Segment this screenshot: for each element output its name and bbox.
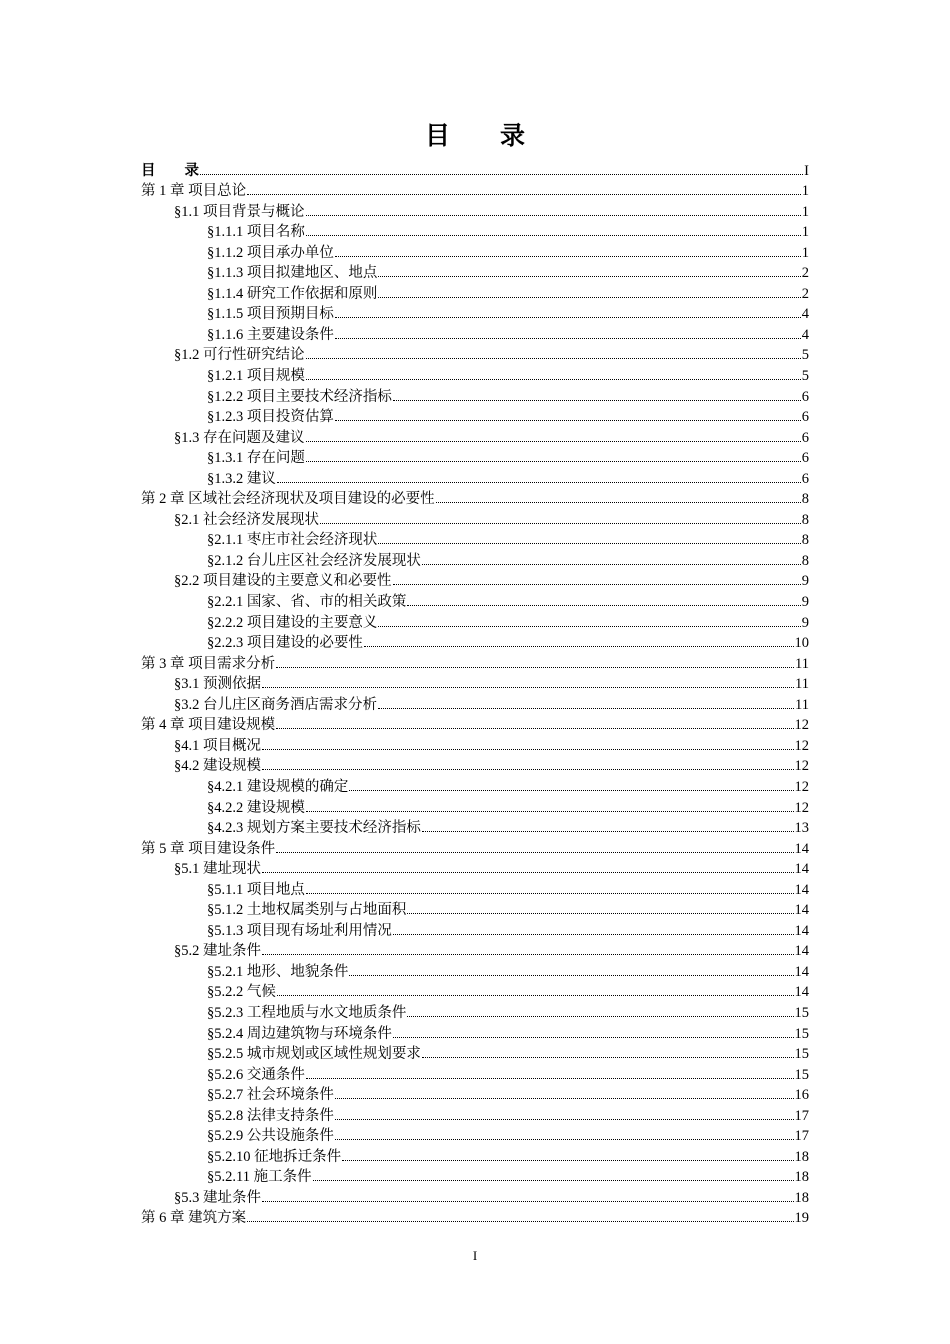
toc-entry-page: 4 [801, 326, 809, 343]
toc-entry-label: §1.3.1 存在问题 [207, 450, 305, 467]
toc-dot-leader [262, 872, 794, 873]
toc-dot-leader [277, 995, 794, 996]
toc-entry-page: 9 [801, 573, 809, 590]
toc-entry-page: 14 [794, 963, 809, 980]
toc-entry[interactable] [141, 1126, 809, 1147]
toc-entry-page: 15 [794, 1025, 809, 1042]
toc-entry-page: 18 [794, 1189, 809, 1206]
toc-entry-label: 第 2 章 区域社会经济现状及项目建设的必要性 [141, 491, 435, 508]
toc-dot-leader [276, 728, 793, 729]
toc-dot-leader [393, 584, 801, 585]
toc-entry-label: §5.2.9 公共设施条件 [207, 1128, 334, 1145]
toc-entry-page: 11 [795, 696, 809, 713]
toc-entry[interactable] [141, 222, 809, 243]
toc-dot-leader [335, 338, 801, 339]
page-number-footer: I [472, 1248, 478, 1263]
toc-dot-leader [200, 174, 803, 175]
toc-entry-label: §1.2.3 项目投资估算 [207, 409, 334, 426]
toc-entry[interactable] [141, 1146, 809, 1167]
toc-dot-leader [422, 564, 801, 565]
toc-dot-leader [262, 769, 794, 770]
toc-entry[interactable] [141, 1105, 809, 1126]
toc-entry[interactable] [141, 715, 809, 736]
toc-dot-leader [407, 605, 800, 606]
toc-entry[interactable] [141, 181, 809, 202]
toc-entry[interactable] [141, 242, 809, 263]
toc-entry-label: §4.2.2 建设规模 [207, 799, 305, 816]
toc-entry-page: 6 [801, 450, 809, 467]
toc-entry[interactable] [141, 324, 809, 345]
toc-entry-label: §5.1.1 项目地点 [207, 881, 305, 898]
toc-entry-label: §2.2.1 国家、省、市的相关政策 [207, 594, 407, 611]
toc-entry-label: §1.2.1 项目规模 [207, 368, 305, 385]
toc-dot-leader [335, 317, 801, 318]
toc-entry[interactable] [141, 283, 809, 304]
toc-dot-leader [276, 852, 793, 853]
toc-entry-page: 8 [801, 552, 809, 569]
toc-entry-page: 14 [794, 881, 809, 898]
toc-entry-label: 第 5 章 项目建设条件 [141, 840, 276, 857]
toc-dot-leader [335, 256, 801, 257]
toc-entry-label: §2.1 社会经济发展现状 [174, 511, 319, 528]
toc-entry-label: §1.1.5 项目预期目标 [207, 306, 334, 323]
toc-entry-label: §3.1 预测依据 [174, 676, 261, 693]
toc-dot-leader [306, 441, 801, 442]
toc-entry-label: §5.2.4 周边建筑物与环境条件 [207, 1025, 392, 1042]
toc-entry-page: 2 [801, 285, 809, 302]
toc-entry-page: 17 [794, 1128, 809, 1145]
toc-entry-page: 9 [801, 614, 809, 631]
toc-entry-label: §5.2.3 工程地质与水文地质条件 [207, 1004, 407, 1021]
toc-entry[interactable] [141, 612, 809, 633]
toc-entry-label: §2.1.1 枣庄市社会经济现状 [207, 532, 378, 549]
toc-entry[interactable] [141, 1085, 809, 1106]
toc-dot-leader [335, 1119, 794, 1120]
toc-entry[interactable] [141, 304, 809, 325]
toc-entry-label: §2.1.2 台儿庄区社会经济发展现状 [207, 552, 421, 569]
toc-entry-label: §1.1.3 项目拟建地区、地点 [207, 265, 378, 282]
toc-entry[interactable] [141, 982, 809, 1003]
toc-entry[interactable] [141, 345, 809, 366]
toc-entry-page: 6 [801, 470, 809, 487]
toc-dot-leader [262, 687, 794, 688]
toc-entry[interactable] [141, 407, 809, 428]
toc-entry[interactable] [141, 530, 809, 551]
toc-entry-page: 1 [801, 224, 809, 241]
toc-entry-label: 第 4 章 项目建设规模 [141, 717, 276, 734]
toc-entry[interactable] [141, 509, 809, 530]
toc-entry-page: 8 [801, 491, 809, 508]
toc-entry[interactable] [141, 653, 809, 674]
toc-entry-page: 6 [801, 409, 809, 426]
toc-entry-page: 10 [794, 635, 809, 652]
toc-entry[interactable] [141, 776, 809, 797]
toc-dot-leader [364, 646, 794, 647]
toc-entry-label: §4.2.1 建设规模的确定 [207, 778, 349, 795]
toc-entry-page: 5 [801, 347, 809, 364]
toc-entry-label: §5.2.11 施工条件 [207, 1169, 312, 1186]
toc-dot-leader [306, 1078, 794, 1079]
toc-entry-page: 6 [801, 429, 809, 446]
toc-entry-label: §5.1.3 项目现有场址利用情况 [207, 922, 392, 939]
toc-entry[interactable] [141, 879, 809, 900]
toc-entry[interactable] [141, 591, 809, 612]
toc-dot-leader [247, 194, 801, 195]
toc-entry[interactable] [141, 694, 809, 715]
toc-entry-label: §1.3 存在问题及建议 [174, 429, 305, 446]
toc-entry[interactable] [141, 941, 809, 962]
page-title: 目 录 [424, 123, 525, 150]
toc-entry-label: §4.2.3 规划方案主要技术经济指标 [207, 820, 421, 837]
toc-entry-page: 8 [801, 511, 809, 528]
toc-dot-leader [393, 400, 801, 401]
toc-dot-leader [422, 831, 794, 832]
toc-dot-leader [335, 1139, 794, 1140]
toc-entry-page: 1 [801, 183, 809, 200]
toc-entry[interactable] [141, 550, 809, 571]
toc-entry-page: 4 [801, 306, 809, 323]
toc-entry[interactable] [141, 1023, 809, 1044]
toc-entry[interactable] [141, 1002, 809, 1023]
toc-entry-label: §2.2.2 项目建设的主要意义 [207, 614, 378, 631]
toc-entry[interactable] [141, 201, 809, 222]
toc-dot-leader [349, 975, 793, 976]
toc-entry[interactable] [141, 386, 809, 407]
toc-entry-label: §3.2 台儿庄区商务酒店需求分析 [174, 696, 377, 713]
toc-dot-leader [378, 708, 794, 709]
toc-entry-page: 12 [794, 758, 809, 775]
toc-entry-page: I [804, 162, 809, 179]
toc-dot-leader [378, 626, 800, 627]
toc-entry[interactable] [141, 920, 809, 941]
toc-dot-leader [407, 1016, 793, 1017]
toc-entry-label: §5.2.10 征地拆迁条件 [207, 1148, 342, 1165]
toc-dot-leader [306, 893, 794, 894]
toc-entry-page: 11 [795, 676, 809, 693]
toc-entry[interactable] [141, 900, 809, 921]
toc-entry-page: 12 [794, 799, 809, 816]
toc-entry-page: 5 [801, 368, 809, 385]
toc-entry-label: §5.3 建址条件 [174, 1189, 261, 1206]
toc-entry-label: §5.2.6 交通条件 [207, 1066, 305, 1083]
toc-entry-label: §5.2.2 气候 [207, 984, 276, 1001]
toc-dot-leader [342, 1160, 793, 1161]
toc-entry-page: 17 [794, 1107, 809, 1124]
toc-entry-page: 2 [801, 265, 809, 282]
table-of-contents [141, 160, 809, 1228]
toc-entry-label: §5.2.7 社会环境条件 [207, 1087, 334, 1104]
toc-dot-leader [306, 811, 794, 812]
toc-entry-label: §1.1 项目背景与概论 [174, 203, 305, 220]
toc-entry[interactable] [141, 797, 809, 818]
toc-entry[interactable] [141, 1064, 809, 1085]
toc-entry-label: §5.2.1 地形、地貌条件 [207, 963, 349, 980]
toc-entry-page: 14 [794, 922, 809, 939]
toc-dot-leader [306, 235, 801, 236]
toc-entry-label: §2.2.3 项目建设的必要性 [207, 635, 363, 652]
toc-entry[interactable] [141, 674, 809, 695]
toc-entry[interactable] [141, 448, 809, 469]
toc-dot-leader [306, 215, 801, 216]
toc-entry[interactable] [141, 160, 809, 181]
toc-dot-leader [247, 1221, 793, 1222]
toc-entry[interactable] [141, 1167, 809, 1188]
toc-dot-leader [436, 502, 801, 503]
toc-dot-leader [335, 1098, 794, 1099]
toc-entry[interactable] [141, 818, 809, 839]
toc-entry-page: 14 [794, 943, 809, 960]
toc-entry-page: 19 [794, 1210, 809, 1227]
toc-entry-page: 1 [801, 203, 809, 220]
toc-entry[interactable] [141, 961, 809, 982]
toc-dot-leader [335, 420, 801, 421]
toc-entry-page: 16 [794, 1087, 809, 1104]
toc-entry-label: 第 3 章 项目需求分析 [141, 655, 276, 672]
toc-entry-label: §5.1.2 土地权属类别与占地面积 [207, 902, 407, 919]
toc-entry-page: 18 [794, 1169, 809, 1186]
toc-entry-page: 18 [794, 1148, 809, 1165]
toc-entry[interactable] [141, 1208, 809, 1229]
toc-entry-label: §1.1.2 项目承办单位 [207, 244, 334, 261]
toc-dot-leader [306, 461, 801, 462]
toc-entry-page: 9 [801, 594, 809, 611]
toc-dot-leader [378, 543, 800, 544]
toc-dot-leader [262, 749, 794, 750]
toc-dot-leader [407, 913, 793, 914]
toc-entry-label: 第 6 章 建筑方案 [141, 1210, 247, 1227]
toc-entry[interactable] [141, 571, 809, 592]
toc-dot-leader [320, 523, 801, 524]
toc-entry-page: 14 [794, 861, 809, 878]
toc-entry[interactable] [141, 263, 809, 284]
toc-dot-leader [306, 379, 801, 380]
toc-entry-page: 14 [794, 984, 809, 1001]
toc-entry[interactable] [141, 468, 809, 489]
toc-dot-leader [393, 934, 794, 935]
toc-entry[interactable] [141, 1044, 809, 1065]
toc-entry[interactable] [141, 489, 809, 510]
toc-dot-leader [349, 790, 793, 791]
toc-entry-page: 15 [794, 1004, 809, 1021]
toc-entry-page: 15 [794, 1066, 809, 1083]
toc-entry-label: §5.2.5 城市规划或区域性规划要求 [207, 1046, 421, 1063]
toc-entry-label: §5.1 建址现状 [174, 861, 261, 878]
toc-dot-leader [313, 1180, 794, 1181]
toc-entry-page: 14 [794, 840, 809, 857]
toc-entry-page: 6 [801, 388, 809, 405]
toc-entry[interactable] [141, 633, 809, 654]
toc-entry-label: 第 1 章 项目总论 [141, 183, 247, 200]
toc-entry-page: 11 [795, 655, 809, 672]
toc-entry-label: §1.1.4 研究工作依据和原则 [207, 285, 378, 302]
toc-entry-label: 目 录 [141, 162, 199, 179]
toc-entry-label: §5.2.8 法律支持条件 [207, 1107, 334, 1124]
toc-entry-label: §5.2 建址条件 [174, 943, 261, 960]
toc-entry[interactable] [141, 427, 809, 448]
toc-entry-page: 13 [794, 820, 809, 837]
toc-entry[interactable] [141, 838, 809, 859]
toc-entry[interactable] [141, 1187, 809, 1208]
toc-dot-leader [393, 1037, 794, 1038]
toc-entry-label: §4.1 项目概况 [174, 737, 261, 754]
toc-entry-label: §1.2.2 项目主要技术经济指标 [207, 388, 392, 405]
toc-dot-leader [422, 1057, 794, 1058]
toc-entry-label: §1.1.1 项目名称 [207, 224, 305, 241]
toc-entry-label: §2.2 项目建设的主要意义和必要性 [174, 573, 392, 590]
toc-entry-label: §4.2 建设规模 [174, 758, 261, 775]
toc-entry-page: 1 [801, 244, 809, 261]
toc-entry-page: 12 [794, 778, 809, 795]
toc-entry-page: 15 [794, 1046, 809, 1063]
toc-dot-leader [262, 954, 794, 955]
toc-entry[interactable] [141, 756, 809, 777]
toc-dot-leader [306, 358, 801, 359]
toc-dot-leader [378, 276, 800, 277]
toc-dot-leader [378, 297, 800, 298]
toc-entry-page: 12 [794, 717, 809, 734]
toc-dot-leader [277, 482, 801, 483]
toc-entry-page: 12 [794, 737, 809, 754]
toc-dot-leader [276, 667, 794, 668]
toc-entry-label: §1.2 可行性研究结论 [174, 347, 305, 364]
toc-entry[interactable] [141, 735, 809, 756]
toc-dot-leader [262, 1201, 794, 1202]
toc-entry-label: §1.3.2 建议 [207, 470, 276, 487]
toc-entry-label: §1.1.6 主要建设条件 [207, 326, 334, 343]
toc-entry-page: 8 [801, 532, 809, 549]
toc-entry[interactable] [141, 859, 809, 880]
toc-entry-page: 14 [794, 902, 809, 919]
toc-entry[interactable] [141, 365, 809, 386]
